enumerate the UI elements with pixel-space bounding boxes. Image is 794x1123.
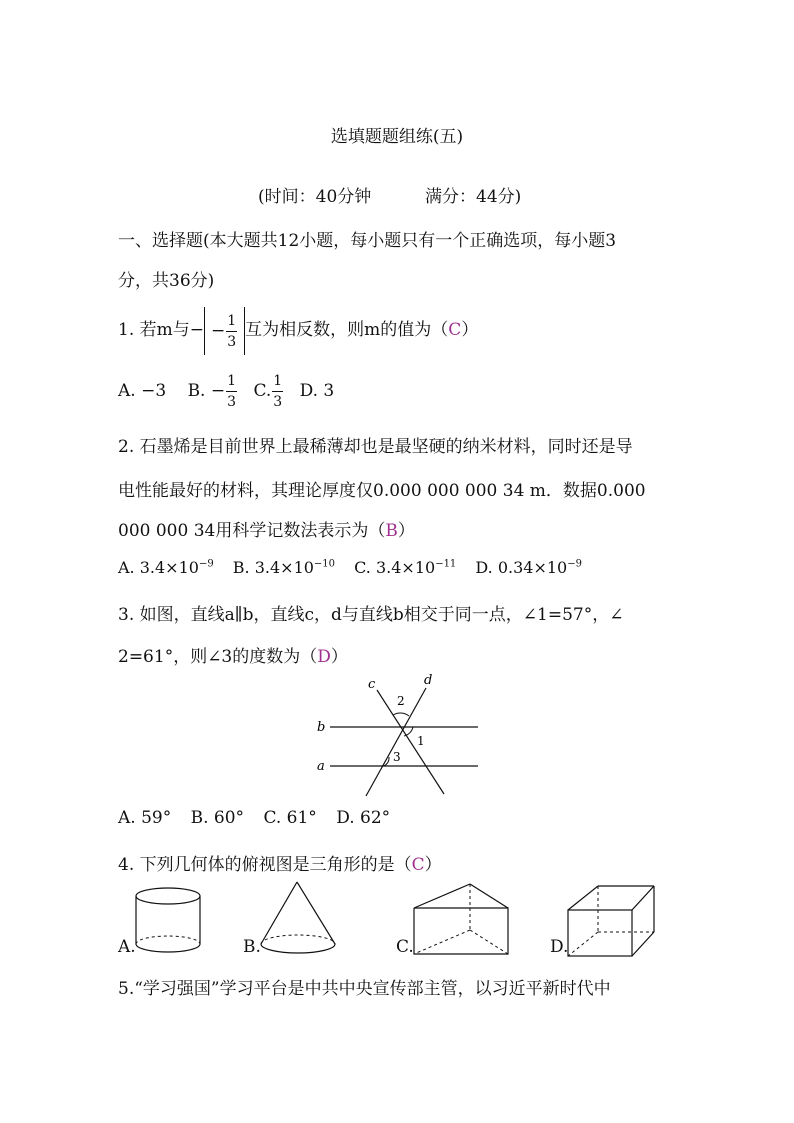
line-c: [377, 690, 444, 794]
cylinder-figure: [130, 882, 210, 962]
angle-2-arc: [393, 713, 409, 716]
q3-answer: D: [317, 647, 331, 667]
q3-option-d: D. 62°: [336, 808, 391, 828]
q1-stem-prefix: 1. 若m与−: [118, 320, 204, 340]
parallel-lines-figure: [300, 668, 490, 798]
q1-option-a: A. −3: [118, 381, 167, 401]
question-2-line3: 000 000 34用科学记数法表示为（B）: [118, 521, 415, 541]
section-heading-line2: 分，共36分): [118, 271, 215, 291]
page-title: 选填题题组练(五): [330, 127, 464, 147]
section-heading-line1: 一、选择题(本大题共12小题，每小题只有一个正确选项，每小题3: [118, 231, 617, 251]
label-d: d: [424, 673, 433, 688]
q2-answer: B: [385, 521, 398, 541]
absolute-value-expression: [204, 307, 245, 355]
q2-option-c: C. $3.4\times 10^{-11}$: [354, 558, 457, 577]
label-a: a: [317, 759, 325, 774]
q2-option-d: D. $0.34\times 10^{-9}$: [475, 558, 582, 577]
full-score: 满分：44分): [425, 187, 522, 207]
label-angle-3: 3: [393, 750, 401, 764]
question-3-line2: 2=61°，则∠3的度数为（D）: [118, 647, 348, 667]
q4-option-c-label: C.: [396, 937, 414, 957]
q4-option-b-label: B.: [243, 937, 261, 957]
time-limit: (时间：40分钟: [258, 187, 372, 207]
q2-option-a: A. $3.4\times 10^{-9}$: [118, 558, 214, 577]
question-3-options: [118, 808, 390, 828]
q3-option-a: A. 59°: [118, 808, 172, 828]
q3-option-c: C. 61°: [263, 808, 317, 828]
question-4-stem: 4. 下列几何体的俯视图是三角形的是（C）: [118, 855, 442, 875]
label-b: b: [317, 720, 326, 735]
q4-option-d-label: D.: [550, 937, 569, 957]
q3-option-b: B. 60°: [190, 808, 245, 828]
q1-answer: C: [448, 320, 462, 340]
label-c: c: [368, 677, 376, 692]
q1-inner-sign: −: [211, 320, 226, 341]
q4-option-a-label: A.: [118, 937, 136, 957]
question-5-line1: 5.“学习强国”学习平台是中共中央宣传部主管，以习近平新时代中: [118, 979, 611, 999]
label-angle-1: 1: [417, 734, 425, 748]
question-1-stem: 1. 若m与− − $\frac{1}{3}$ 互为相反数，则m的值为（C）: [118, 304, 478, 356]
q1-stem-suffix: 互为相反数，则m的值为（: [245, 320, 449, 340]
q1-option-b: B. − $\frac{1}{3}$: [187, 373, 237, 410]
q1-option-c: C. $\frac{1}{3}$: [253, 373, 283, 410]
question-3-line1: 3. 如图，直线a∥b，直线c，d与直线b相交于同一点，∠1=57°，∠: [118, 605, 624, 625]
label-angle-2: 2: [397, 694, 405, 708]
fraction-one-third: $\frac{1}{3}$: [227, 312, 237, 350]
question-2-options: [118, 558, 582, 577]
cuboid-figure: [562, 880, 662, 962]
q2-option-b: B. $3.4\times 10^{-10}$: [232, 558, 336, 577]
question-1-options: [118, 368, 334, 414]
triangular-prism-figure: [408, 878, 518, 962]
q4-answer: C: [411, 855, 425, 875]
cone-figure: [255, 878, 345, 962]
question-2-line2: 电性能最好的材料，其理论厚度仅0.000 000 000 34 m．数据0.000: [118, 481, 646, 501]
q1-option-d: D. 3: [299, 381, 335, 401]
question-2-line1: 2. 石墨烯是目前世界上最稀薄却也是最坚硬的纳米材料，同时还是导: [118, 437, 633, 457]
